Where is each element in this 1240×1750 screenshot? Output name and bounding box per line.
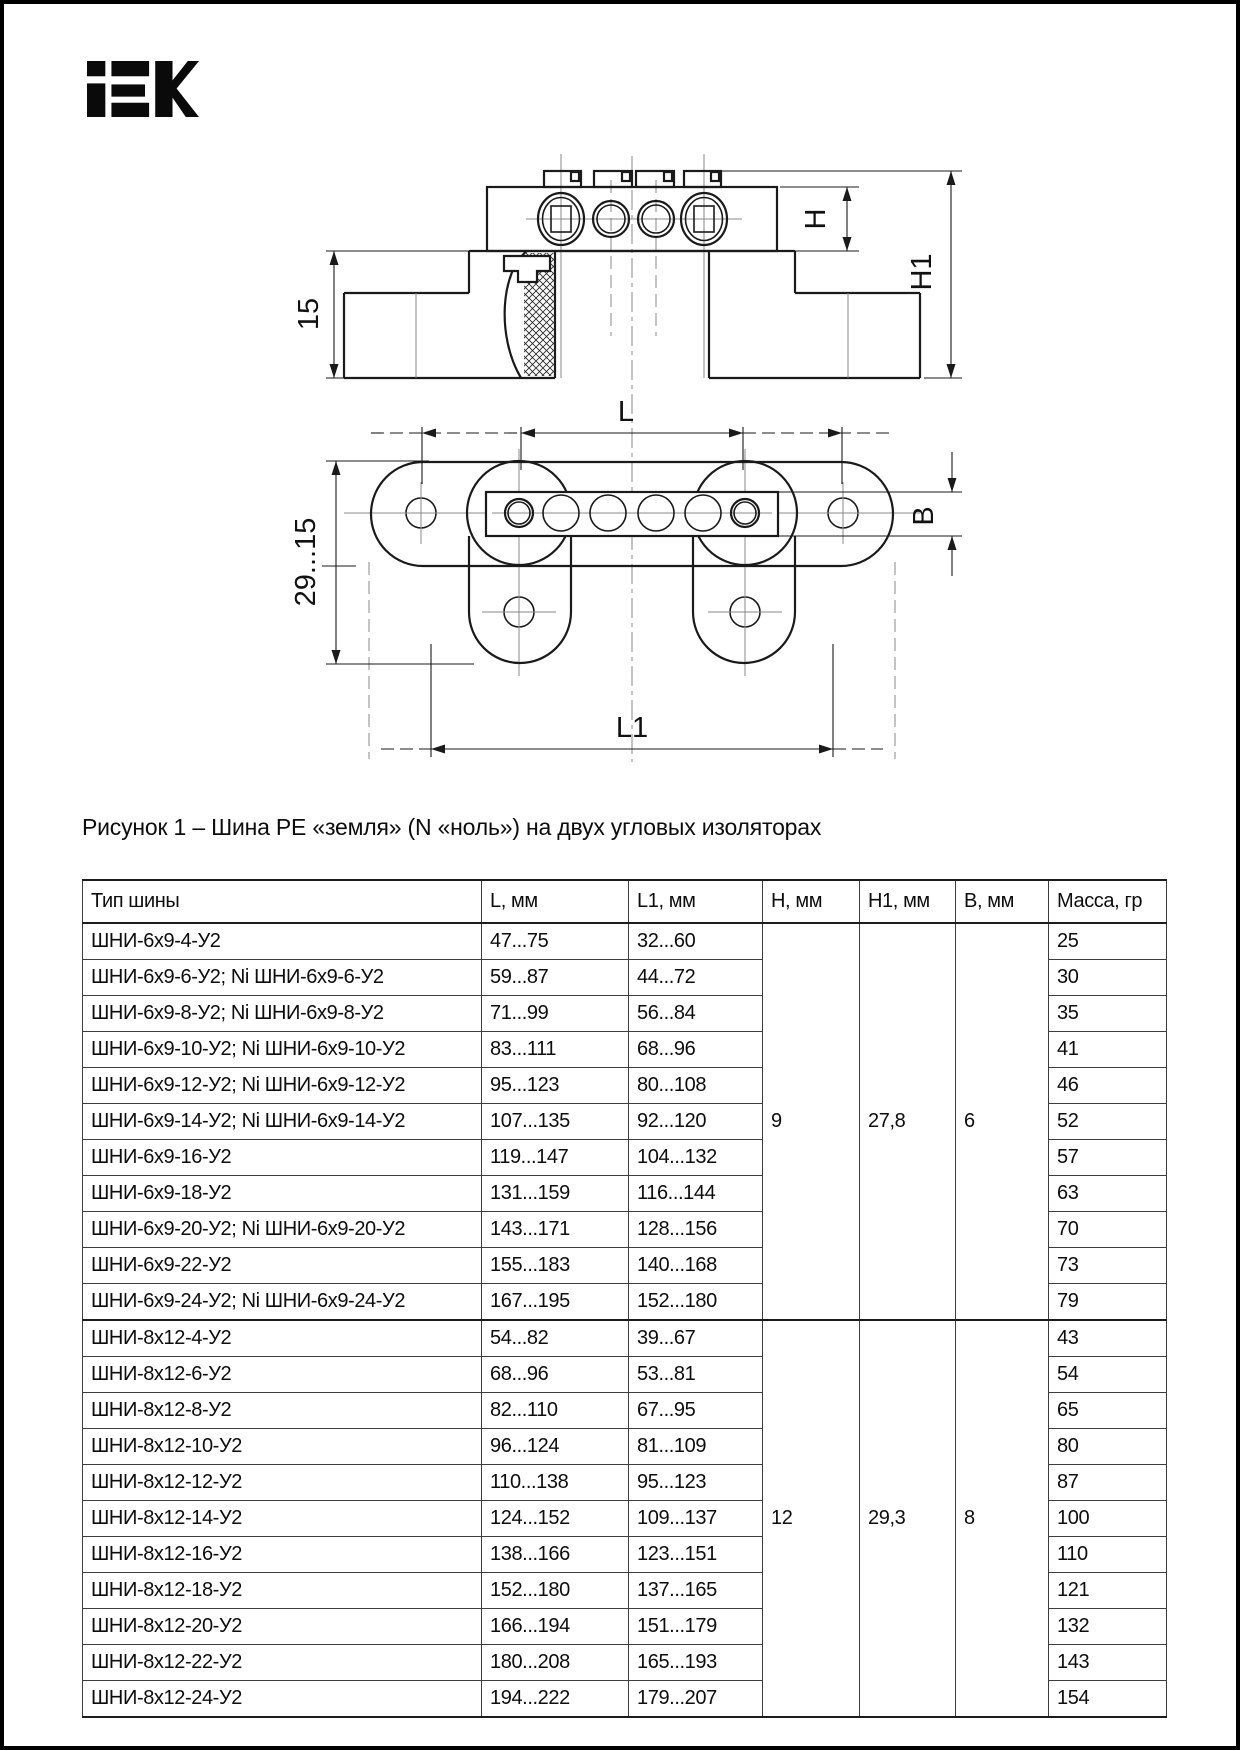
- cell-l: 155...183: [482, 1248, 629, 1284]
- cell-l1: 123...151: [629, 1537, 763, 1573]
- col-header-h: H, мм: [763, 880, 860, 923]
- cell-l: 107...135: [482, 1104, 629, 1140]
- cell-type: ШНИ-6х9-24-У2; Ni ШНИ-6х9-24-У2: [83, 1284, 482, 1321]
- dim-b: [756, 452, 962, 576]
- col-header-b: B, мм: [956, 880, 1049, 923]
- col-header-type: Тип шины: [83, 880, 482, 923]
- dim-label-h1: H1: [906, 253, 938, 291]
- cell-l: 152...180: [482, 1573, 629, 1609]
- cell-type: ШНИ-8х12-10-У2: [83, 1429, 482, 1465]
- cell-mass: 35: [1049, 996, 1167, 1032]
- cell-l: 143...171: [482, 1212, 629, 1248]
- cell-l1: 81...109: [629, 1429, 763, 1465]
- cell-l1: 152...180: [629, 1284, 763, 1321]
- cell-l: 110...138: [482, 1465, 629, 1501]
- cell-b: 8: [956, 1320, 1049, 1717]
- cell-type: ШНИ-6х9-10-У2; Ni ШНИ-6х9-10-У2: [83, 1032, 482, 1068]
- dim-h1: [704, 171, 962, 378]
- cell-l: 138...166: [482, 1537, 629, 1573]
- dim-15: [293, 251, 469, 378]
- cell-type: ШНИ-6х9-18-У2: [83, 1176, 482, 1212]
- dim-29-15: [290, 461, 474, 664]
- cell-type: ШНИ-6х9-20-У2; Ni ШНИ-6х9-20-У2: [83, 1212, 482, 1248]
- dim-h: [780, 187, 859, 251]
- cell-l: 124...152: [482, 1501, 629, 1537]
- cell-h1: 27,8: [860, 923, 956, 1320]
- cell-type: ШНИ-8х12-6-У2: [83, 1357, 482, 1393]
- cell-l: 167...195: [482, 1284, 629, 1321]
- cell-l: 59...87: [482, 960, 629, 996]
- cell-mass: 65: [1049, 1393, 1167, 1429]
- cell-l: 71...99: [482, 996, 629, 1032]
- cell-type: ШНИ-8х12-18-У2: [83, 1573, 482, 1609]
- cell-mass: 121: [1049, 1573, 1167, 1609]
- cell-l1: 104...132: [629, 1140, 763, 1176]
- cell-mass: 54: [1049, 1357, 1167, 1393]
- spec-table: [82, 879, 1167, 1718]
- cell-l: 47...75: [482, 923, 629, 960]
- figure-caption: Рисунок 1 – Шина PE «земля» (N «ноль») на двух угловых изоляторах: [82, 814, 822, 840]
- cell-type: ШНИ-8х12-4-У2: [83, 1320, 482, 1357]
- cell-l: 54...82: [482, 1320, 629, 1357]
- col-header-h1: H1, мм: [860, 880, 956, 923]
- cell-l1: 56...84: [629, 996, 763, 1032]
- cell-b: 6: [956, 923, 1049, 1320]
- cell-type: ШНИ-6х9-4-У2: [83, 923, 482, 960]
- cell-type: ШНИ-8х12-8-У2: [83, 1393, 482, 1429]
- cell-type: ШНИ-8х12-14-У2: [83, 1501, 482, 1537]
- cell-type: ШНИ-8х12-22-У2: [83, 1645, 482, 1681]
- dim-label-h: H: [800, 208, 832, 230]
- dim-label-15: 15: [293, 297, 325, 331]
- cell-l: 96...124: [482, 1429, 629, 1465]
- cell-type: ШНИ-8х12-16-У2: [83, 1537, 482, 1573]
- cell-type: ШНИ-6х9-16-У2: [83, 1140, 482, 1176]
- dim-label-29-15: 29...15: [290, 517, 322, 607]
- cell-l1: 44...72: [629, 960, 763, 996]
- cell-l1: 179...207: [629, 1681, 763, 1718]
- insulator-section: [504, 251, 555, 378]
- cell-l1: 92...120: [629, 1104, 763, 1140]
- cell-mass: 25: [1049, 923, 1167, 960]
- cell-l1: 151...179: [629, 1609, 763, 1645]
- cell-l: 95...123: [482, 1068, 629, 1104]
- cell-l1: 95...123: [629, 1465, 763, 1501]
- cell-type: ШНИ-8х12-20-У2: [83, 1609, 482, 1645]
- cell-mass: 110: [1049, 1537, 1167, 1573]
- cell-type: ШНИ-6х9-8-У2; Ni ШНИ-6х9-8-У2: [83, 996, 482, 1032]
- cell-l1: 68...96: [629, 1032, 763, 1068]
- cell-mass: 63: [1049, 1176, 1167, 1212]
- table-header-row: [83, 880, 1167, 923]
- dim-label-b: B: [908, 506, 940, 526]
- cell-mass: 132: [1049, 1609, 1167, 1645]
- clamp-tabs: [544, 171, 721, 187]
- cell-h1: 29,3: [860, 1320, 956, 1717]
- cell-l1: 165...193: [629, 1645, 763, 1681]
- cell-mass: 73: [1049, 1248, 1167, 1284]
- cell-mass: 100: [1049, 1501, 1167, 1537]
- cell-mass: 143: [1049, 1645, 1167, 1681]
- cell-l: 82...110: [482, 1393, 629, 1429]
- front-view: [293, 154, 962, 762]
- table-row: [83, 923, 1167, 960]
- cell-h: 12: [763, 1320, 860, 1717]
- spec-table-body: [83, 923, 1167, 1717]
- cell-mass: 80: [1049, 1429, 1167, 1465]
- cell-h: 9: [763, 923, 860, 1320]
- cell-l1: 80...108: [629, 1068, 763, 1104]
- cell-l: 68...96: [482, 1357, 629, 1393]
- cell-l1: 128...156: [629, 1212, 763, 1248]
- cell-type: ШНИ-6х9-22-У2: [83, 1248, 482, 1284]
- cell-type: ШНИ-8х12-24-У2: [83, 1681, 482, 1718]
- col-header-l1: L1, мм: [629, 880, 763, 923]
- cell-l1: 39...67: [629, 1320, 763, 1357]
- col-header-l: L, мм: [482, 880, 629, 923]
- cell-l: 83...111: [482, 1032, 629, 1068]
- cell-l1: 53...81: [629, 1357, 763, 1393]
- cell-mass: 52: [1049, 1104, 1167, 1140]
- cell-mass: 154: [1049, 1681, 1167, 1718]
- cell-mass: 79: [1049, 1284, 1167, 1321]
- cell-type: ШНИ-6х9-12-У2; Ni ШНИ-6х9-12-У2: [83, 1068, 482, 1104]
- cell-l1: 109...137: [629, 1501, 763, 1537]
- cell-mass: 46: [1049, 1068, 1167, 1104]
- cell-l: 180...208: [482, 1645, 629, 1681]
- cell-l: 166...194: [482, 1609, 629, 1645]
- cell-l1: 140...168: [629, 1248, 763, 1284]
- dim-label-l1: L1: [615, 712, 649, 744]
- cell-type: ШНИ-8х12-12-У2: [83, 1465, 482, 1501]
- cell-l1: 32...60: [629, 923, 763, 960]
- cell-mass: 30: [1049, 960, 1167, 996]
- cell-l: 131...159: [482, 1176, 629, 1212]
- cell-mass: 87: [1049, 1465, 1167, 1501]
- cell-mass: 41: [1049, 1032, 1167, 1068]
- technical-drawing: [4, 4, 1240, 814]
- table-row: [83, 1320, 1167, 1357]
- cell-mass: 43: [1049, 1320, 1167, 1357]
- cell-l1: 116...144: [629, 1176, 763, 1212]
- cell-mass: 70: [1049, 1212, 1167, 1248]
- cell-type: ШНИ-6х9-6-У2; Ni ШНИ-6х9-6-У2: [83, 960, 482, 996]
- cell-l: 119...147: [482, 1140, 629, 1176]
- cell-type: ШНИ-6х9-14-У2; Ni ШНИ-6х9-14-У2: [83, 1104, 482, 1140]
- dim-label-l: L: [617, 396, 635, 428]
- top-view: [290, 396, 962, 759]
- cell-l: 194...222: [482, 1681, 629, 1718]
- cell-l1: 67...95: [629, 1393, 763, 1429]
- col-header-mass: Масса, гр: [1049, 880, 1167, 923]
- cell-l1: 137...165: [629, 1573, 763, 1609]
- cell-mass: 57: [1049, 1140, 1167, 1176]
